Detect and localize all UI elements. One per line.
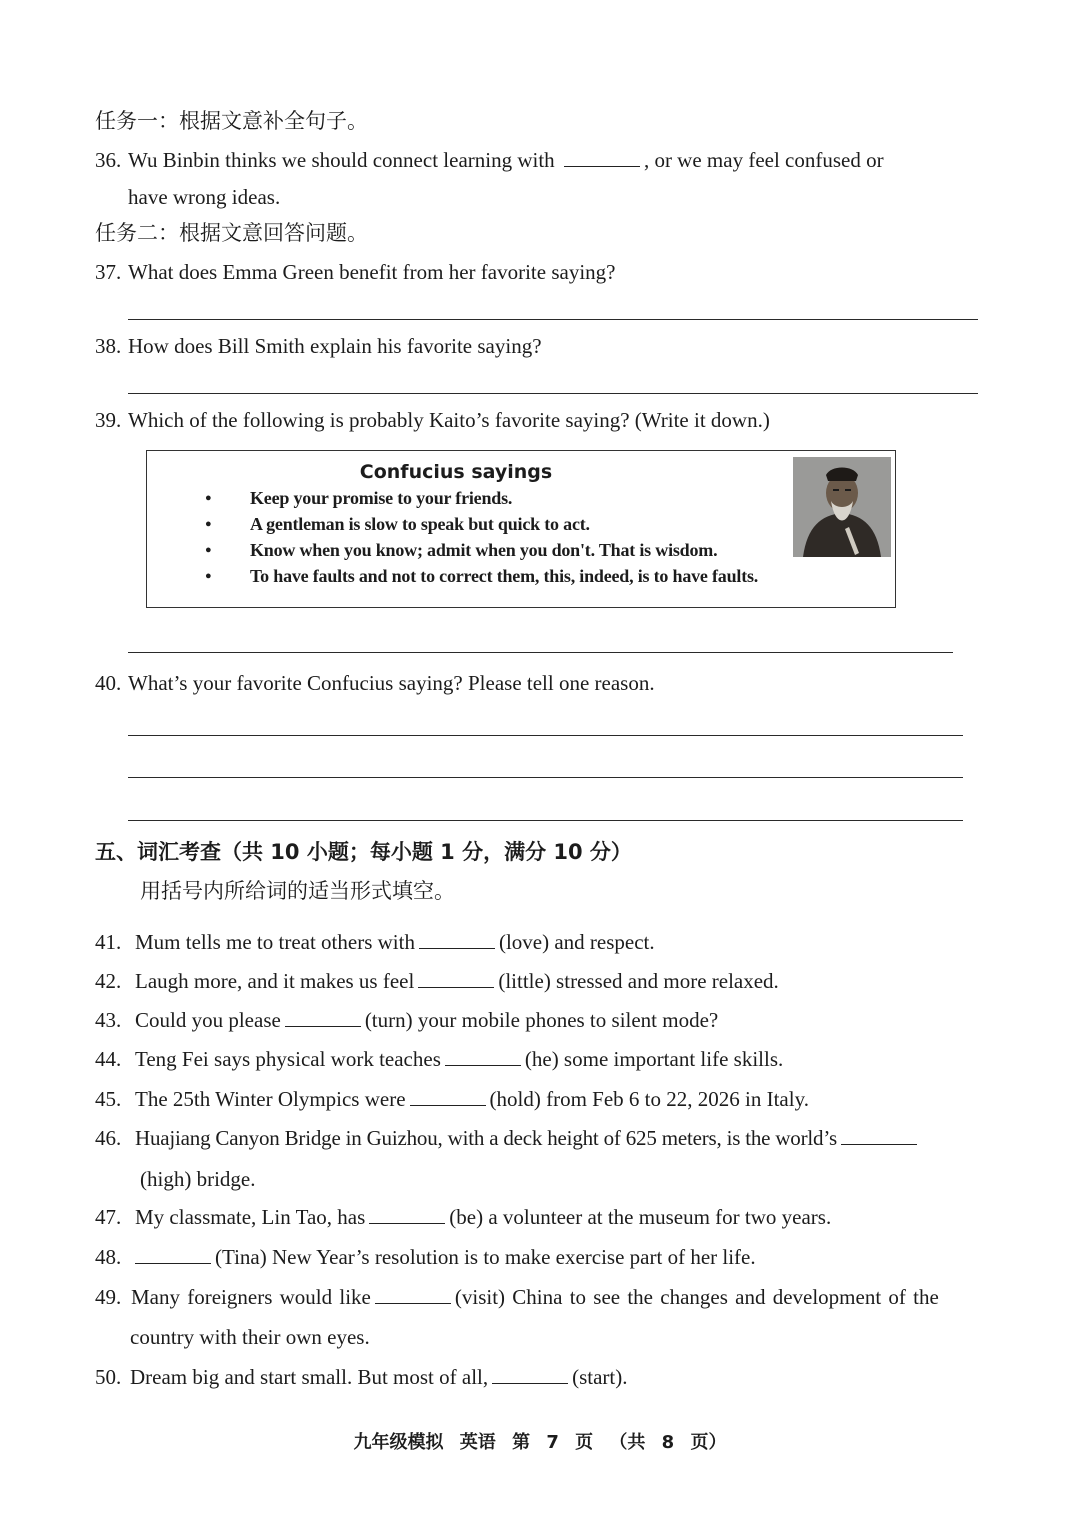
sayings-list bbox=[205, 485, 758, 589]
answer-blank[interactable] bbox=[369, 1205, 445, 1224]
answer-blank[interactable] bbox=[841, 1126, 917, 1145]
answer-blank[interactable] bbox=[375, 1285, 451, 1304]
answer-line-40-3[interactable] bbox=[128, 820, 963, 821]
answer-blank[interactable] bbox=[492, 1365, 568, 1384]
answer-blank[interactable] bbox=[418, 969, 494, 988]
saying-item: ● Keep your promise to your friends. bbox=[205, 485, 758, 511]
answer-line-40-2[interactable] bbox=[128, 777, 963, 778]
saying-item: ● To have faults and not to correct them, this, indeed, is to have faults. bbox=[205, 563, 758, 589]
confucius-sayings-box bbox=[146, 450, 896, 608]
exam-page: 任务一：根据文意补全句子。 36. Wu Binbin thinks we should connect learning with , or we may feel confused or have wrong ideas. 任务二：根据文意回答问题。 37. What does Emma Green benefit from her favorite saying? 38. How does Bill Smith explain his favorite saying? 39. Which of the following is probably Kaito’s favorite saying? (Write it down.) Confucius sayings ● Keep your promise to your friends. ● A gentleman is slow to speak but quick to act. ● Know when you know; admit when you don't. That is wisdom. ● To have faults and not to correct them, this, indeed, is to have faults. 40. What’s your favorite Confucius saying? Please tell one reason. 五、词汇考查（共 10 小题；每小题 1 分，满分 10 分） 用括号内所给词的适当形式填空。 41. Mum tells me to treat others with (love) and respect. 42. Laugh more, and it makes us feel (little) stressed and more relaxed. 43. Could you please (turn) your mobile phones to silent mode? 44. Teng Fei says physical work teaches (he) some important life skills. 45. The 25th Winter Olympics were (hold) from Feb 6 to 22, 2026 in Italy. 46. Huajiang Canyon Bridge in Guizhou, with a deck height of 625 meters, is the world’s (high) bridge. 47. My classmate, Lin Tao, has (be) a volunteer at the museum for two years. 48. (Tina) New Year’s resolution is to make exercise part of her life. 49. Many foreigners would like (visit) China to see the changes and development of the country with their own eyes. 50. Dream big and start small. But most of all, (start). 九年级模拟 英语 第 7 页 （共 8 页） bbox=[0, 0, 1080, 1532]
answer-blank[interactable] bbox=[445, 1047, 521, 1066]
answer-blank[interactable] bbox=[285, 1008, 361, 1027]
box-title: Confucius sayings bbox=[359, 461, 553, 483]
answer-line-39[interactable] bbox=[128, 652, 953, 653]
saying-item: ● Know when you know; admit when you don't. That is wisdom. bbox=[205, 537, 758, 563]
answer-blank[interactable] bbox=[135, 1245, 211, 1264]
saying-item: ● A gentleman is slow to speak but quick to act. bbox=[205, 511, 758, 537]
answer-line-37[interactable] bbox=[128, 319, 978, 320]
page-footer: 九年级模拟 英语 第 7 页 （共 8 页） bbox=[353, 1432, 727, 1453]
answer-blank[interactable] bbox=[410, 1087, 486, 1106]
answer-blank[interactable] bbox=[564, 148, 640, 167]
answer-blank[interactable] bbox=[419, 930, 495, 949]
answer-line-38[interactable] bbox=[128, 393, 978, 394]
confucius-portrait-image bbox=[793, 457, 891, 557]
answer-line-40-1[interactable] bbox=[128, 735, 963, 736]
question-text: Wu Binbin thinks we should connect learning with , or we may feel confused or bbox=[128, 148, 884, 172]
question-number: 36. bbox=[95, 148, 122, 172]
